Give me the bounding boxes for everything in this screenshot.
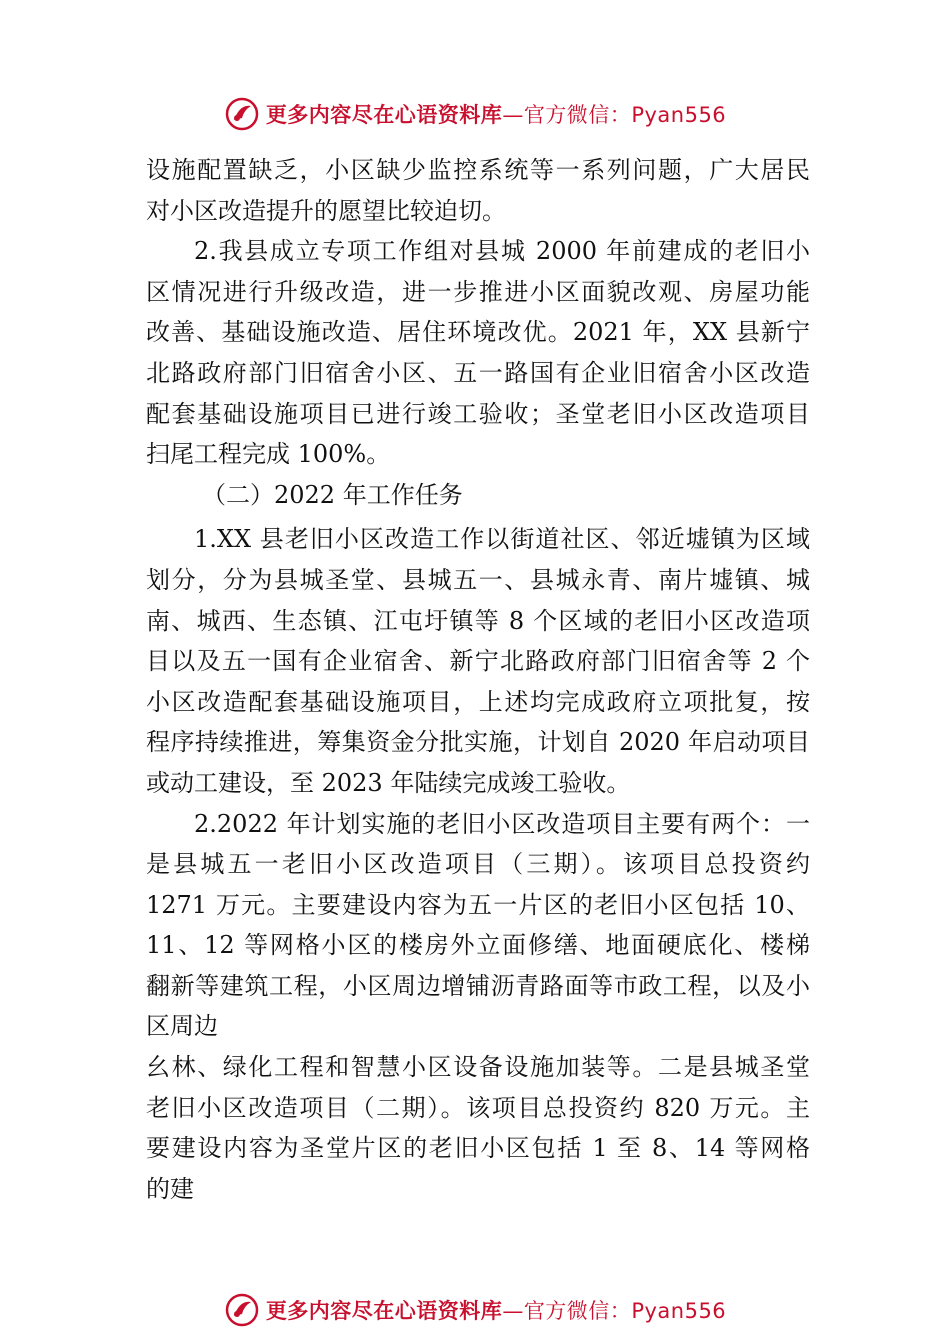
body-line: 扫尾工程完成 100%。 [146,440,391,469]
header-banner-id: Pyan556 [631,103,727,127]
body-line: 程序持续推进，筹集资金分批实施，计划自 2020 年启动项目 [146,728,810,757]
body-line: 区周边 [146,1012,218,1041]
footer-banner-dash: — [502,1299,524,1323]
header-banner-dash: — [502,103,524,127]
body-line: 2.2022 年计划实施的老旧小区改造项目主要有两个：一 [194,809,810,838]
header-banner-cn: 更多内容尽在心语资料库 [265,103,503,127]
footer-banner [0,1288,950,1332]
body-line: 小区改造配套基础设施项目，上述均完成政府立项批复，按 [146,687,810,716]
document-body [146,150,810,1209]
body-line: 划分，分为县城圣堂、县城五一、县城永青、南片墟镇、城 [146,565,810,594]
footer-banner-label: 官方微信： [523,1299,632,1323]
section-heading: （二）2022 年工作任务 [202,480,463,509]
body-line: 或动工建设，至 2023 年陆续完成竣工验收。 [146,768,631,797]
body-line: 的建 [146,1174,194,1203]
body-line: 配套基础设施项目已进行竣工验收；圣堂老旧小区改造项目 [146,399,810,428]
body-line: 要建设内容为圣堂片区的老旧小区包括 1 至 8、14 等网格 [146,1134,810,1163]
body-line: 11、12 等网格小区的楼房外立面修缮、地面硬底化、楼梯 [146,931,810,960]
header-banner-label: 官方微信： [523,103,632,127]
brand-logo-icon [224,96,260,132]
footer-banner-text [266,1295,726,1325]
footer-banner-cn: 更多内容尽在心语资料库 [265,1299,503,1323]
body-line: 老旧小区改造项目（二期）。该项目总投资约 820 万元。主 [146,1093,810,1122]
body-line: 对小区改造提升的愿望比较迫切。 [146,196,506,225]
body-line: 2.我县成立专项工作组对县城 2000 年前建成的老旧小 [194,237,810,266]
body-line: 1.XX 县老旧小区改造工作以街道社区、邻近墟镇为区域 [194,525,810,554]
footer-banner-id: Pyan556 [631,1299,727,1323]
body-line: 区情况进行升级改造，进一步推进小区面貌改观、房屋功能 [146,277,810,306]
body-line: 南、城西、生态镇、江屯圩镇等 8 个区域的老旧小区改造项 [146,606,810,635]
body-line: 北路政府部门旧宿舍小区、五一路国有企业旧宿舍小区改造 [146,358,810,387]
header-banner [0,92,950,136]
body-line: 翻新等建筑工程，小区周边增铺沥青路面等市政工程，以及小 [146,971,810,1000]
body-line: 幺林、绿化工程和智慧小区设备设施加装等。二是县城圣堂 [146,1053,810,1082]
body-line: 1271 万元。主要建设内容为五一片区的老旧小区包括 10、 [146,890,810,919]
body-line: 设施配置缺乏，小区缺少监控系统等一系列问题，广大居民 [146,156,810,184]
body-line: 改善、基础设施改造、居住环境改优。2021 年，XX 县新宁 [146,318,810,347]
body-line: 目以及五一国有企业宿舍、新宁北路政府部门旧宿舍等 2 个 [146,647,810,676]
brand-logo-icon [224,1292,260,1328]
body-line: 是县城五一老旧小区改造项目（三期）。该项目总投资约 [146,850,810,879]
header-banner-text [266,99,726,129]
